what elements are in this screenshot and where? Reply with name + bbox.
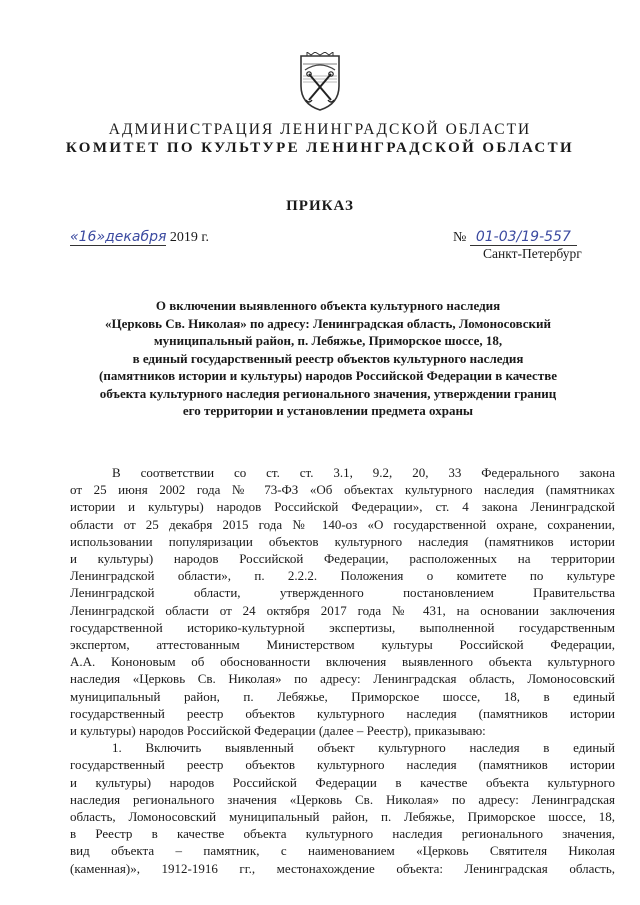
number-value: 01-03/19-557: [470, 229, 577, 246]
date-month: декабря: [105, 229, 167, 245]
body-line: область, Ломоносовский муниципальный район, п. Лебяжье, Приморское шоссе, 18,: [70, 809, 615, 825]
body-line: в Реестр в качестве объекта культурного наследия регионального значения,: [70, 826, 615, 842]
body-line: 1. Включить выявленный объект культурного наследия в единый: [112, 740, 615, 756]
body-line: и культуры) народов Российской Федерации в качестве объекта культурного: [70, 774, 615, 790]
body-line: использовании популяризации объектов культурного наследия (памятников истории: [70, 533, 615, 549]
body-line: и культуры) народов Российской Федерации (далее – Реестр), приказываю:: [70, 723, 486, 739]
document-number: [453, 229, 577, 246]
issue-city: Санкт-Петербург: [483, 246, 582, 261]
document-subject-heading: [60, 297, 596, 420]
number-prefix: №: [453, 230, 467, 245]
body-line: (каменная)», 1912-1916 гг., местонахождение объекта: Ленинградская область,: [70, 860, 615, 876]
org-name-administration: АДМИНИСТРАЦИЯ ЛЕНИНГРАДСКОЙ ОБЛАСТИ: [108, 121, 532, 138]
date-open-quote: «: [70, 229, 79, 245]
body-line: экспертом, аттестованным Министерством культуры Российской Федерации,: [70, 637, 615, 653]
heading-line: О включении выявленного объекта культурного наследия: [155, 298, 501, 313]
body-line: наследия «Церковь Св. Николая» по адресу: Ленинградская область, Ломоносовский: [70, 671, 615, 687]
heading-line: объекта культурного наследия регионального значения, утверждении границ: [99, 385, 557, 401]
body-line: государственной историко-культурной экспертизы, выполненной государственным: [70, 619, 615, 635]
body-line: В соответствии со ст. ст. 3.1, 9.2, 20, 33 Федерального закона: [112, 465, 615, 480]
body-line: вид объекта – памятник, с наименованием «Церковь Святителя Николая: [70, 843, 615, 859]
body-line: Ленинградской области от 24 октября 2017 года № 431, на основании заключения: [70, 602, 615, 618]
body-line: наследия регионального значения «Церковь Св. Николая» по адресу: Ленинградская: [70, 791, 615, 807]
body-line: государственный реестр объектов культурного наследия (памятников истории: [70, 757, 615, 773]
heading-line: «Церковь Св. Николая» по адресу: Ленинградская область, Ломоносовский: [104, 315, 552, 331]
body-line: истории и культуры) народов Российской Федерации», ст. 4 закона Ленинградской: [70, 499, 615, 515]
date-year: 2019 г.: [169, 230, 210, 245]
document-type-title: ПРИКАЗ: [286, 198, 354, 214]
body-line: государственный реестр объектов культурного наследия (памятников истории: [70, 705, 615, 721]
body-line: от 25 июня 2002 года № 73-ФЗ «Об объектах культурного наследия (памятниках: [70, 482, 615, 498]
heading-line: его территории и установлении предмета охраны: [182, 403, 474, 418]
body-line: А.А. Кононовым об обоснованности включения выявленного объекта культурного: [70, 654, 615, 670]
body-line: и культуры) народов Российской Федерации, расположенных на территории: [70, 551, 615, 567]
document-body: [70, 464, 615, 877]
body-line: муниципальный район, п. Лебяжье, Приморское шоссе, 18, в единый: [70, 688, 615, 704]
body-line: области от 25 декабря 2015 года № 140-оз «О государственной охране, сохранении,: [70, 516, 615, 532]
heading-line: (памятников истории и культуры) народов Российской Федерации в качестве: [99, 368, 557, 383]
date-close-quote: »: [96, 229, 106, 245]
document-date: [70, 229, 209, 246]
body-line: Ленинградской области», п. 2.2.2. Положения о комитете по культуре: [70, 568, 615, 584]
date-day: 16: [78, 229, 97, 245]
coat-of-arms-emblem: [297, 52, 343, 112]
org-name-committee: КОМИТЕТ ПО КУЛЬТУРЕ ЛЕНИНГРАДСКОЙ ОБЛАСТИ: [65, 140, 575, 156]
heading-line: муниципальный район, п. Лебяжье, Приморское шоссе, 18,: [153, 333, 503, 348]
date-handwritten: [70, 229, 166, 246]
heading-line: в единый государственный реестр объектов культурного наследия: [132, 350, 524, 366]
body-line: Ленинградской области, утвержденного постановлением Правительства: [70, 585, 615, 601]
